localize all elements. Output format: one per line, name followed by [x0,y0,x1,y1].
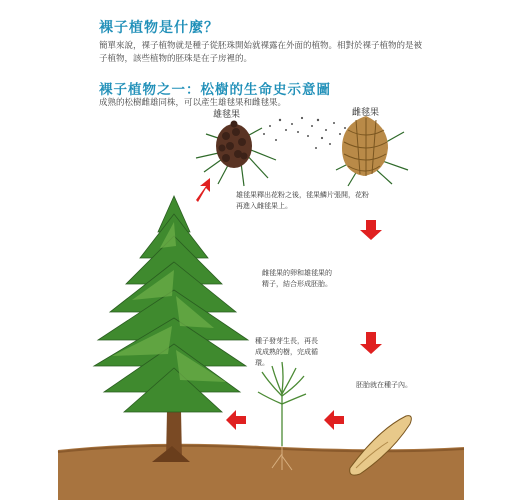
soil-ground [58,444,464,500]
note-embryo: 胚胎就在種子內。 [356,381,412,389]
note-germination: 種子發芽生長，再長成成熟的樹，完成循環。 [255,337,318,367]
arrow-up-right [196,178,210,202]
section1-title: 裸子植物是什麼？ [99,20,219,36]
arrow-left-2 [226,410,246,430]
section1-body: 簡單來說，裸子植物就是種子從胚珠開始就裸露在外面的植物。相對於裸子植物的是被子植物，該些植物的胚珠是在子房裡的。 [99,41,423,64]
note-pollination: 雄毬果釋出花粉之後，毬果鱗片張開，花粉再進入雌毬果上。 [236,191,369,210]
arrow-left-1 [324,410,344,430]
female-cone-illustration [336,116,408,186]
arrow-down-2 [360,332,382,354]
section2-title: 裸子植物之一：松樹的生命史示意圖 [99,82,331,98]
note-fertilization: 雌毬果的卵和雄毬果的精子，結合形成胚胎。 [262,269,332,288]
male-cone-illustration [196,121,276,187]
pollen-cloud [263,117,346,149]
section2-subtitle: 成熟的松樹雌雄同株，可以產生雄毬果和雌毬果。 [99,98,287,108]
arrow-down-1 [360,220,382,240]
female-cone-label: 雌毬果 [352,108,380,118]
pine-tree-illustration [94,196,248,462]
male-cone-label: 雄毬果 [213,110,241,120]
